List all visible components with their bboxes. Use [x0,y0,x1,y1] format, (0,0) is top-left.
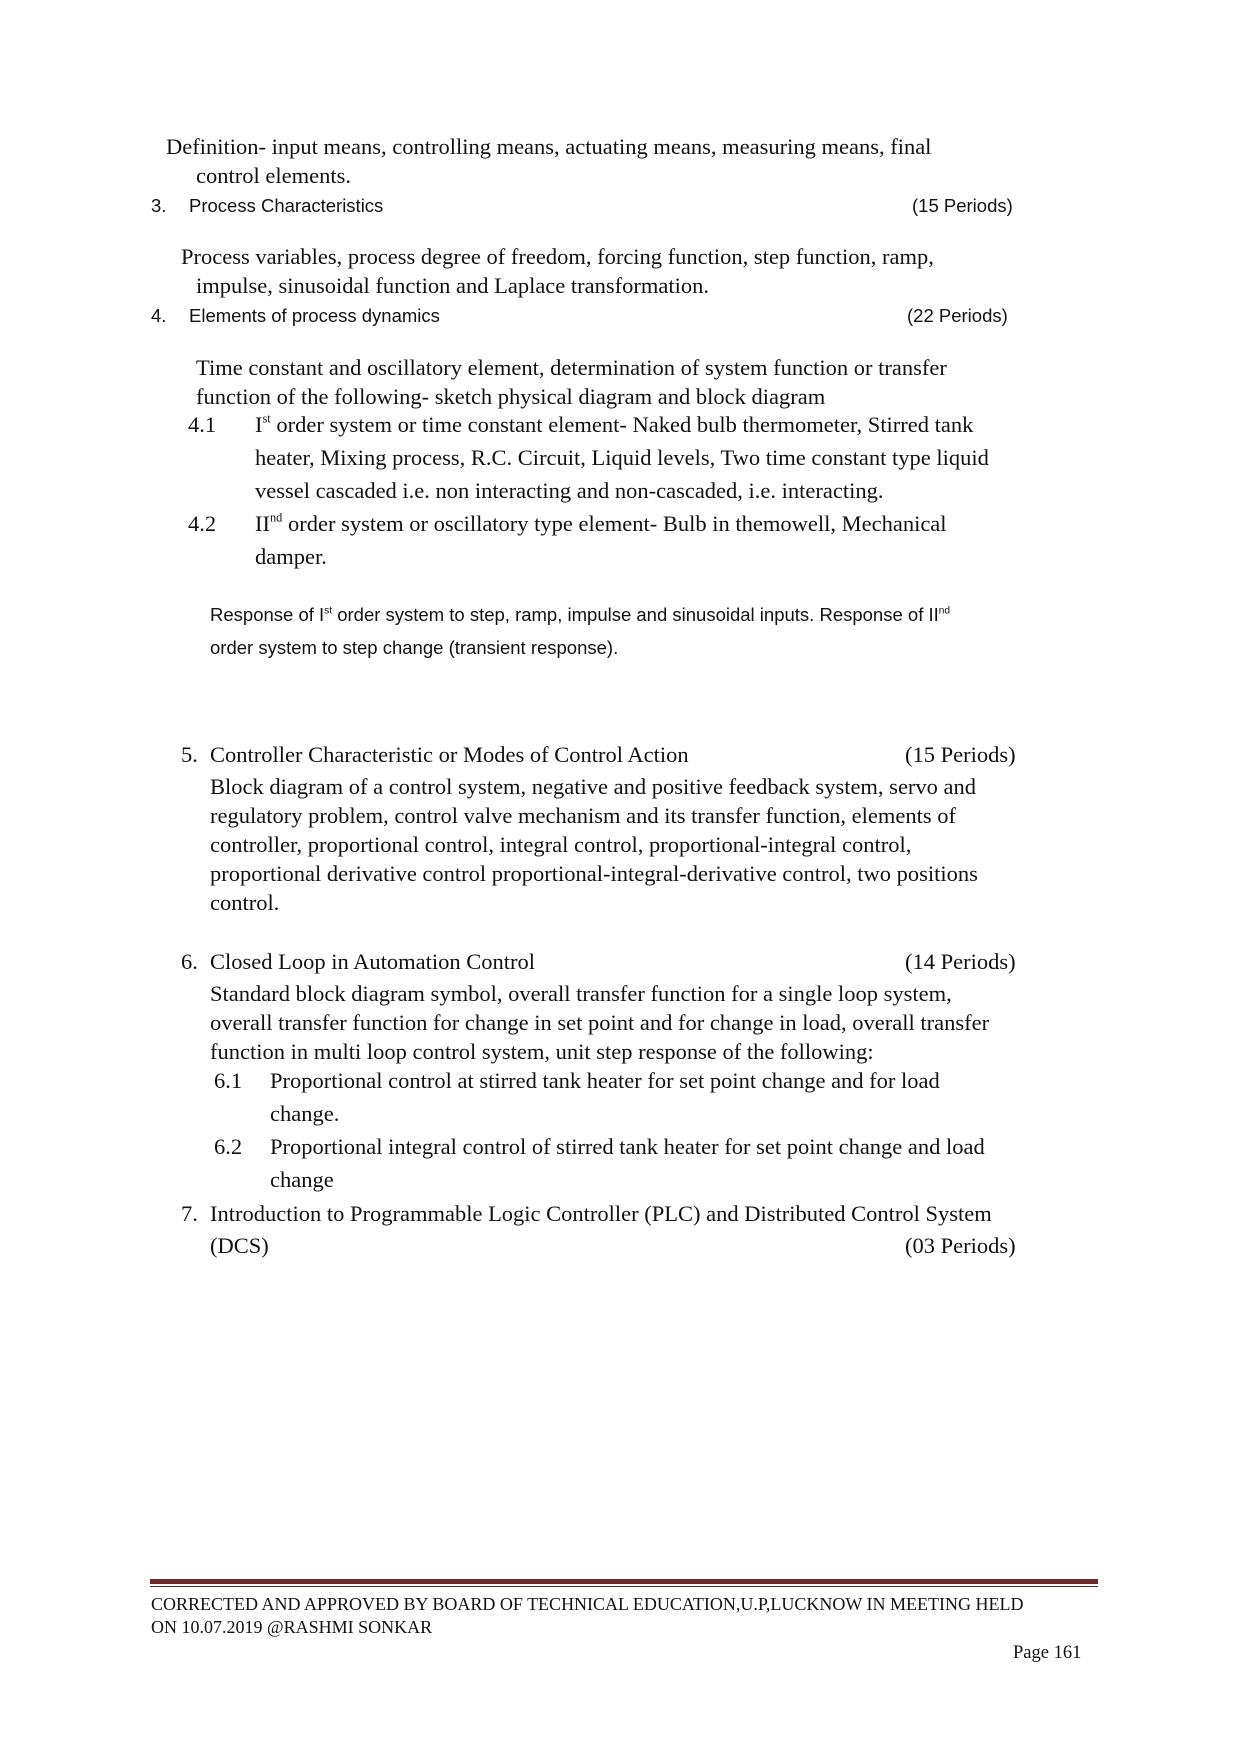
section-7-periods: (03 Periods) [905,1233,1016,1258]
section-3-periods: (15 Periods) [912,195,1013,216]
footer-rule-thick [150,1579,1098,1584]
subsection-4-1-line-1: Ist order system or time constant element- Naked bulb thermometer, Stirred tank [255,411,974,437]
section-7-line-1: Introduction to Programmable Logic Controller (PLC) and Distributed Control System [210,1201,992,1226]
subsection-4-1-line-2: heater, Mixing process, R.C. Circuit, Liquid levels, Two time constant type liquid [255,445,989,470]
section-5-title: Controller Characteristic or Modes of Control Action [210,742,689,767]
section-5-body-line-1: Block diagram of a control system, negative and positive feedback system, servo and [210,774,977,799]
section-3-number: 3. [151,195,167,216]
section-5-body-line-3: controller, proportional control, integral control, proportional-integral control, [210,832,912,857]
subsection-6-2-number: 6.2 [214,1134,243,1159]
section-3-body-line-1: Process variables, process degree of freedom, forcing function, step function, ramp, [181,244,934,269]
subsection-6-1-line-1: Proportional control at stirred tank heater for set point change and for load [270,1068,940,1093]
section-4-body-line-2: function of the following- sketch physical diagram and block diagram [196,384,826,409]
response-line-2: order system to step change (transient response). [210,637,619,658]
section-6-periods: (14 Periods) [905,949,1016,974]
subsection-6-1-line-2: change. [270,1101,340,1126]
subsection-4-2-number: 4.2 [188,511,217,536]
section-5-number: 5. [181,742,198,767]
section-7-line-2: (DCS) [210,1233,269,1258]
section-6-body-line-3: function in multi loop control system, unit step response of the following: [210,1039,874,1064]
subsection-4-1-number: 4.1 [188,412,217,437]
section-3-body-line-2: impulse, sinusoidal function and Laplace transformation. [196,273,709,298]
section-6-number: 6. [181,949,198,974]
section-3-title: Process Characteristics [189,195,384,216]
section-4-title: Elements of process dynamics [189,305,440,326]
footer-approval-line-1: CORRECTED AND APPROVED BY BOARD OF TECHNICAL EDUCATION,U.P,LUCKNOW IN MEETING HELD [151,1594,1024,1614]
subsection-6-2-line-1: Proportional integral control of stirred tank heater for set point change and load [270,1134,985,1159]
definition-line-1: Definition- input means, controlling means, actuating means, measuring means, final [166,134,932,159]
page-number: Page 161 [1013,1643,1082,1663]
section-6-title: Closed Loop in Automation Control [210,949,535,974]
subsection-6-2-line-2: change [270,1167,334,1192]
subsection-4-2-line-2: damper. [255,544,327,569]
section-6-body-line-2: overall transfer function for change in set point and for change in load, overall transfer [210,1010,990,1035]
section-4-periods: (22 Periods) [907,305,1008,326]
subsection-4-1-line-3: vessel cascaded i.e. non interacting and non-cascaded, i.e. interacting. [255,478,884,503]
section-4-body-line-1: Time constant and oscillatory element, determination of system function or transfer [196,355,947,380]
footer-approval-line-2: ON 10.07.2019 @RASHMI SONKAR [151,1617,433,1637]
footer-rule-thin [150,1586,1098,1587]
subsection-4-2-line-1: IInd order system or oscillatory type element- Bulb in themowell, Mechanical [255,510,947,536]
subsection-6-1-number: 6.1 [214,1068,243,1093]
section-7-number: 7. [181,1201,198,1226]
definition-line-2: control elements. [196,163,351,188]
section-5-periods: (15 Periods) [905,742,1016,767]
section-5-body-line-5: control. [210,890,280,915]
section-5-body-line-4: proportional derivative control proportional-integral-derivative control, two positions [210,861,978,886]
section-4-number: 4. [151,305,167,326]
section-6-body-line-1: Standard block diagram symbol, overall transfer function for a single loop system, [210,981,952,1006]
response-line-1: Response of Ist order system to step, ramp, impulse and sinusoidal inputs. Response of IInd [210,604,951,625]
section-5-body-line-2: regulatory problem, control valve mechanism and its transfer function, elements of [210,803,957,828]
